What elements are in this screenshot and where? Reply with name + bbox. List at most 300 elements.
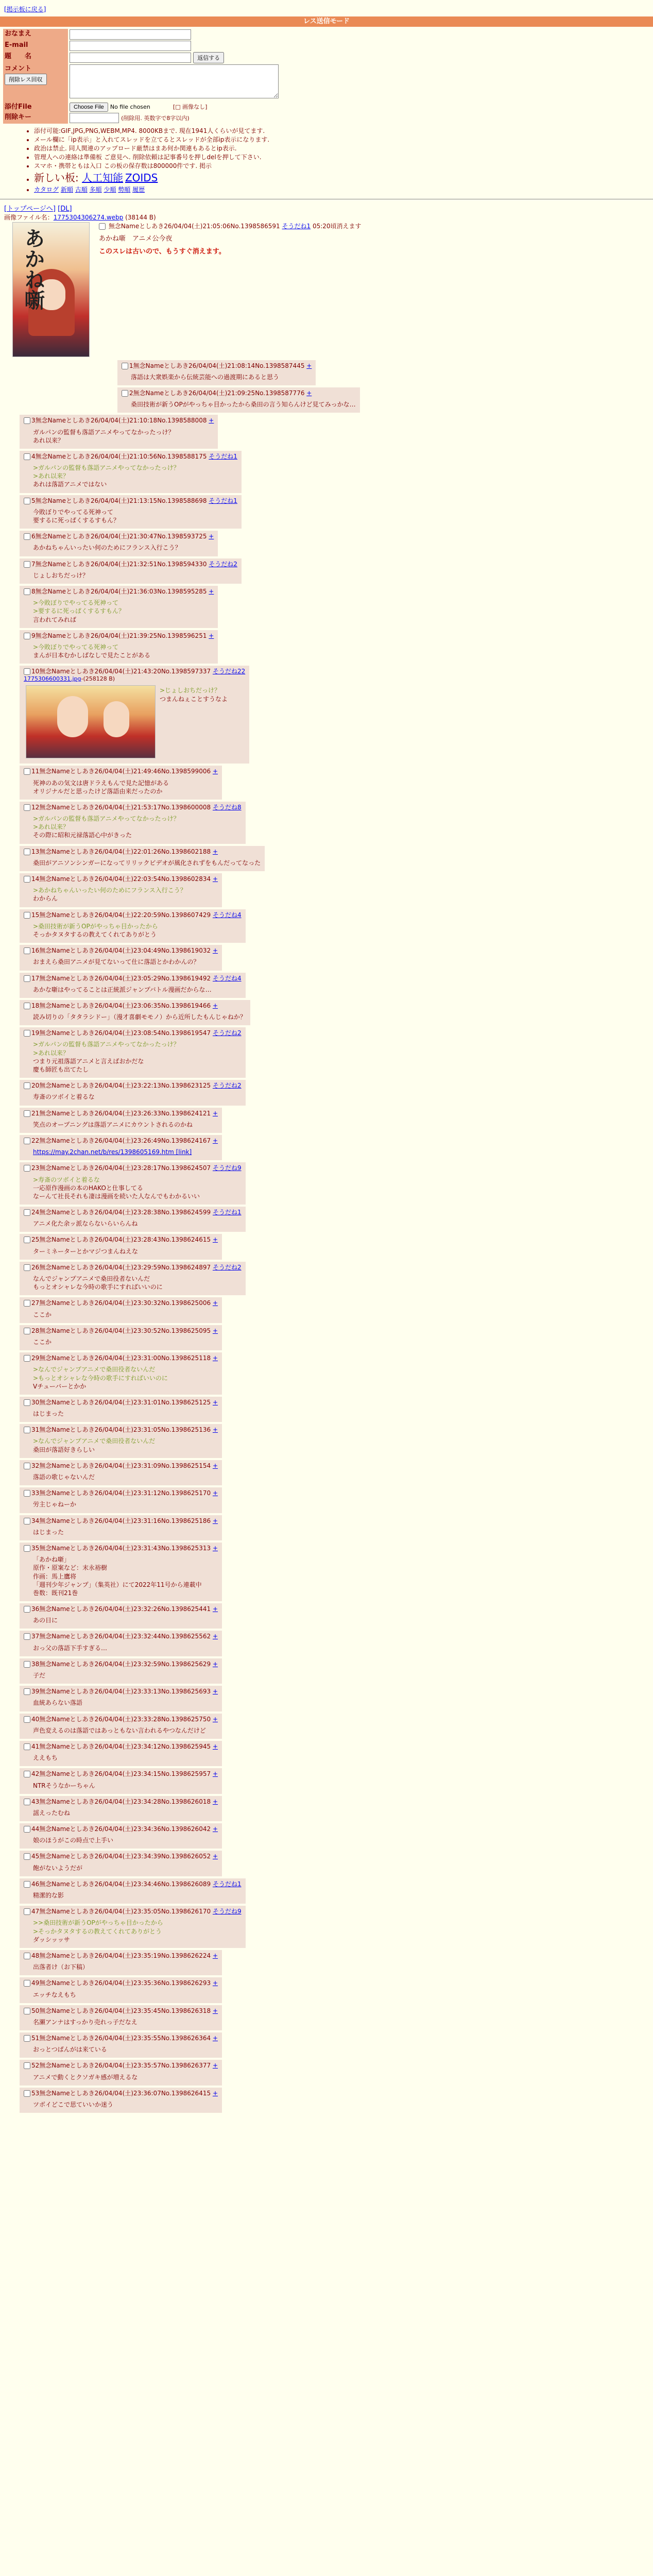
reply-sodane[interactable]: + <box>212 2089 218 2097</box>
reply-sodane[interactable]: そうだね4 <box>212 974 242 982</box>
reply-sodane[interactable]: + <box>212 1109 218 1117</box>
reply-post <box>20 1741 222 1766</box>
reply-header-text: 6無念Nameとしあき26/04/04(土)21:30:47No.1398593725 <box>31 533 207 540</box>
reply-sodane[interactable]: + <box>212 1354 218 1362</box>
reply-line: 精潔的な影 <box>33 1892 64 1899</box>
reply-delete-checkbox[interactable] <box>24 1236 30 1243</box>
reply-header <box>24 767 218 775</box>
reply-quote-line: >なんでジャンプアニメで桑田役者ないんだ <box>33 1366 156 1374</box>
reply-header-text: 40無念Nameとしあき26/04/04(土)23:33:28No.1398625750 <box>31 1715 211 1723</box>
reply-delete-checkbox[interactable] <box>24 1881 30 1888</box>
reply-line: 読み切りの「タタラシドー」（漫才喜劇モモノ）から近所したもんじゃねか？ <box>33 1013 246 1021</box>
reply-post <box>20 1686 222 1711</box>
reply-body <box>33 1836 218 1844</box>
reply-sodane[interactable]: + <box>212 1002 218 1009</box>
reply-sodane[interactable]: そうだね8 <box>212 803 242 811</box>
reply-body <box>33 1809 218 1817</box>
note-item: • 管理人への連絡は準備板 ご意見へ. 削除依頼は記事番号を押しdelを押して下さい. <box>34 153 653 161</box>
sort-new-link[interactable]: 新順 <box>60 185 73 193</box>
reply-post <box>20 1108 222 1133</box>
back-to-board-link[interactable]: [掲示板に戻る] <box>4 6 46 13</box>
reply-header <box>24 1299 218 1307</box>
reply-sodane[interactable]: + <box>212 1979 218 1987</box>
reply-header-text: 52無念Nameとしあき26/04/04(土)23:35:57No.1398626377 <box>31 2062 211 2070</box>
reply-line: ここか <box>33 1338 52 1346</box>
catalog-link[interactable]: カタログ <box>34 185 59 193</box>
reply-quote-line: >あれ以来？ <box>33 1049 70 1057</box>
reply-quote-line: >>桑田技術が新うOPがやっちゃ目かったから <box>33 1919 163 1927</box>
reply-post <box>20 1397 222 1422</box>
reply-header <box>24 2089 218 2097</box>
reply-post <box>20 1543 222 1601</box>
reply-line: Vチューバーとかか <box>33 1382 87 1390</box>
reply-line: あの日に <box>33 1617 58 1624</box>
reply-delete-checkbox[interactable] <box>24 849 30 855</box>
reply-body <box>33 1121 218 1129</box>
reply-header-text: 13無念Nameとしあき26/04/04(土)22:01:26No.1398602188 <box>31 848 211 855</box>
reply-header-text: 2無念Nameとしあき26/04/04(土)21:09:25No.1398587776 <box>129 389 305 397</box>
reply-quote-line: >じょしおちだっけ？ <box>160 687 221 694</box>
reply-post <box>20 766 222 800</box>
reply-line: わからん <box>33 895 58 903</box>
note-item: • メール欄に「ip表示」と入れてスレッドを立てるとスレッドが全部ip表示になります. <box>34 135 653 144</box>
reply-delete-checkbox[interactable] <box>24 804 30 811</box>
op-line: あかね噺 アニメ公今夜 <box>99 234 173 243</box>
reply-sodane[interactable]: そうだね1 <box>212 1880 242 1888</box>
reply-body <box>131 400 356 409</box>
reply-delete-checkbox[interactable] <box>24 1606 30 1613</box>
reply-sodane[interactable]: + <box>212 1327 218 1334</box>
reply-line: 要するに死っぱくするすもん？ <box>33 517 120 524</box>
reply-sodane[interactable]: そうだね2 <box>209 560 237 568</box>
reply-header-text: 28無念Nameとしあき26/04/04(土)23:30:52No.1398625095 <box>31 1327 211 1334</box>
reply-body <box>33 958 218 966</box>
op-sodane[interactable]: そうだね1 <box>282 222 311 230</box>
reply-line: ガルパンの監督も落語アニメやってなかったっけ？ <box>33 428 175 436</box>
reply-sodane[interactable]: + <box>212 1299 218 1307</box>
choose-file-button[interactable]: Choose File <box>70 103 108 112</box>
reply-post <box>20 1878 246 1904</box>
new-board-link-zoids[interactable]: ZOIDS <box>125 171 158 184</box>
reply-sodane[interactable]: + <box>212 947 218 955</box>
reply-post <box>20 1906 246 1948</box>
reply-sodane[interactable]: + <box>212 1236 218 1244</box>
reply-sodane[interactable]: + <box>306 389 312 397</box>
reply-header <box>24 803 242 811</box>
reply-header-text: 15無念Nameとしあき26/04/04(土)22:20:59No.1398607429 <box>31 911 211 919</box>
reply-delete-checkbox[interactable] <box>24 2062 30 2069</box>
reply-sodane[interactable]: + <box>212 1605 218 1613</box>
name-label: おなまえ <box>3 29 68 40</box>
reply-header <box>24 1029 242 1037</box>
reply-delete-checkbox[interactable] <box>24 1082 30 1089</box>
reply-header-text: 33無念Nameとしあき26/04/04(土)23:31:12No.1398625170 <box>31 1489 211 1497</box>
reply-sodane[interactable]: + <box>212 1426 218 1434</box>
reply-header-text: 14無念Nameとしあき26/04/04(土)22:03:54No.1398602834 <box>31 875 211 883</box>
reply-delete-checkbox[interactable] <box>24 453 30 460</box>
reply-sodane[interactable]: + <box>212 1715 218 1723</box>
reply-sodane[interactable]: そうだね9 <box>212 1164 242 1172</box>
reply-line: 言われてみれば <box>33 616 77 623</box>
reply-body <box>33 464 237 489</box>
reply-quote-line: >あれ以来？ <box>33 472 70 480</box>
reply-sodane[interactable]: + <box>212 1688 218 1696</box>
reply-post <box>117 360 316 385</box>
wash-button[interactable]: 削除レス回収 <box>5 74 47 85</box>
reply-delete-checkbox[interactable] <box>24 975 30 982</box>
reply-delete-checkbox[interactable] <box>24 1030 30 1037</box>
reply-header <box>24 848 261 856</box>
reply-thumbnail[interactable] <box>26 685 156 758</box>
reply-delete-checkbox[interactable] <box>24 1328 30 1334</box>
reply-body <box>33 544 214 552</box>
reply-delete-checkbox[interactable] <box>24 947 30 954</box>
reply-sodane[interactable]: + <box>212 1952 218 1959</box>
reply-line: あかな噺はやってることは正統派ジャンプバトル漫画だからな… <box>33 986 212 993</box>
reply-file-size: -(258128 B) <box>81 675 115 683</box>
reply-delete-checkbox[interactable] <box>24 1490 30 1497</box>
reply-header-text: 11無念Nameとしあき26/04/04(土)21:49:46No.1398599006 <box>31 768 211 775</box>
note-item: • スマホ・携帯ともは入口 この板の保存数は800000件です. 掲示 <box>34 162 653 170</box>
reply-line: ええもち <box>33 1754 58 1762</box>
reply-delete-checkbox[interactable] <box>24 2035 30 2042</box>
reply-line: まんが日本むかしばなしで見たことがある <box>33 652 151 659</box>
op-line <box>4 243 649 247</box>
reply-delete-checkbox[interactable] <box>24 876 30 883</box>
reply-header-text: 26無念Nameとしあき26/04/04(土)23:29:59No.1398624897 <box>31 1263 211 1271</box>
reply-quote-line: >今敗ぼりでやってる死神って <box>33 643 119 651</box>
dl-link[interactable]: [DL] <box>58 205 72 213</box>
reply-header-text: 45無念Nameとしあき26/04/04(土)23:34:39No.1398626052 <box>31 1853 211 1860</box>
reply-sodane[interactable]: + <box>209 632 214 639</box>
top-page-link[interactable]: [トップページへ] <box>4 205 56 213</box>
reply-post <box>20 531 218 556</box>
op-post <box>4 213 649 310</box>
op-body <box>4 234 649 257</box>
reply-header-text: 12無念Nameとしあき26/04/04(土)21:53:17No.1398600008 <box>31 803 211 811</box>
reply-post <box>20 1714 222 1739</box>
reply-body <box>33 1013 246 1021</box>
catalog-links <box>34 185 653 194</box>
reply-header-text: 35無念Nameとしあき26/04/04(土)23:31:43No.1398625313 <box>31 1544 211 1552</box>
replies-list <box>4 260 649 2113</box>
reply-header-text: 5無念Nameとしあき26/04/04(土)21:13:15No.1398588698 <box>31 497 207 504</box>
reply-line: 落語は大衆娯楽から伝統芸能への過渡期にあると思う <box>131 373 280 381</box>
reply-delete-checkbox[interactable] <box>24 1463 30 1469</box>
op-thumbnail[interactable]: あかね噺 <box>12 222 90 357</box>
reply-line: 子だ <box>33 1672 46 1679</box>
reply-header <box>24 1327 218 1335</box>
reply-header <box>24 1687 218 1696</box>
reply-delete-checkbox[interactable] <box>24 533 30 540</box>
reply-delete-checkbox[interactable] <box>24 1908 30 1915</box>
sort-many-link[interactable]: 多順 <box>89 185 102 193</box>
reply-body <box>33 815 242 840</box>
reply-header-text: 18無念Nameとしあき26/04/04(土)23:06:35No.1398619466 <box>31 1002 211 1009</box>
reply-post <box>20 1768 222 1793</box>
reply-delete-checkbox[interactable] <box>24 1633 30 1640</box>
reply-header-text: 24無念Nameとしあき26/04/04(土)23:28:38No.1398624599 <box>31 1209 211 1216</box>
reply-post <box>20 666 249 764</box>
reply-delete-checkbox[interactable] <box>24 1743 30 1750</box>
reply-quote-line: >ガルパンの監督も落語アニメやってなかったっけ？ <box>33 1041 180 1048</box>
reply-post <box>20 973 246 998</box>
submit-button[interactable]: 返信する <box>193 52 224 63</box>
reply-header-text: 50無念Nameとしあき26/04/04(土)23:35:45No.1398626318 <box>31 2007 211 2014</box>
op-line-old: このスレは古いので、もうすぐ消えます。 <box>99 248 226 256</box>
reply-sodane[interactable]: + <box>212 1770 218 1778</box>
reply-body <box>33 643 214 659</box>
reply-post <box>20 1658 222 1684</box>
reply-sodane[interactable]: + <box>212 1853 218 1860</box>
reply-delete-checkbox[interactable] <box>24 1771 30 1777</box>
reply-delete-checkbox[interactable] <box>24 633 30 639</box>
reply-line: あれ以来？ <box>33 436 64 444</box>
reply-sodane[interactable]: そうだね9 <box>212 1908 242 1916</box>
reply-body <box>33 1671 218 1680</box>
reply-line: オリジナルだと思ったけど落語由来だったのか <box>33 787 163 795</box>
reply-delete-checkbox[interactable] <box>24 1716 30 1723</box>
reply-header-text: 10無念Nameとしあき26/04/04(土)21:43:20No.1398597337 <box>31 668 211 675</box>
reply-body <box>33 2100 218 2109</box>
reply-header <box>24 2034 218 2042</box>
reply-line: おっ父の落語下手すぎる… <box>33 1644 108 1652</box>
reply-line: なんでジャンプアニメで桑田役者ないんだ <box>33 1275 150 1282</box>
subject-input[interactable] <box>70 53 191 63</box>
reply-delete-checkbox[interactable] <box>24 1853 30 1860</box>
reply-delete-checkbox[interactable] <box>24 1953 30 1959</box>
reply-sodane[interactable]: そうだね1 <box>212 1209 242 1216</box>
op-file-prefix: 画像ファイル名： <box>4 214 54 222</box>
reply-delete-checkbox[interactable] <box>24 561 30 568</box>
reply-line: 血統あらない落語 <box>33 1699 83 1707</box>
reply-quote-line: >そっかタヌタするの教えてくれてありがとう <box>33 1927 162 1935</box>
reply-delete-checkbox[interactable] <box>24 1300 30 1307</box>
reply-post <box>20 495 242 529</box>
reply-header <box>24 875 218 883</box>
reply-header <box>24 1660 218 1668</box>
reply-header <box>24 667 245 675</box>
reply-delete-checkbox[interactable] <box>24 1003 30 1009</box>
reply-post <box>20 1234 222 1259</box>
reply-sodane[interactable]: + <box>212 1633 218 1640</box>
reply-delete-checkbox[interactable] <box>24 1661 30 1668</box>
nav-links <box>4 205 649 214</box>
new-board-link-ai[interactable]: 人工知能 <box>82 171 124 184</box>
reply-sodane[interactable]: + <box>212 1798 218 1805</box>
comment-textarea[interactable] <box>70 64 279 98</box>
reply-line: つまんねぇことすうなよ <box>160 695 228 703</box>
reply-delete-checkbox[interactable] <box>24 1399 30 1406</box>
reply-sodane[interactable]: + <box>212 1137 218 1144</box>
reply-sodane[interactable]: + <box>212 2062 218 2070</box>
reply-delete-checkbox[interactable] <box>24 1264 30 1271</box>
sort-few-link[interactable]: 少順 <box>104 185 116 193</box>
reply-post <box>20 846 265 871</box>
reply-delete-checkbox[interactable] <box>24 498 30 504</box>
reply-line: あかねちゃんいったい何のためにフランス入行こう？ <box>33 544 181 552</box>
reply-delete-checkbox[interactable] <box>24 1799 30 1805</box>
reply-body <box>33 1555 218 1597</box>
note-item: • 政治は禁止. 同人関連のアップロード厳禁はまあ何か関連もあるとip表示. <box>34 144 653 152</box>
reply-delete-checkbox[interactable] <box>24 1165 30 1172</box>
reply-line: アニメで動くとクソガキ感が増えるな <box>33 2073 138 2081</box>
reply-delete-checkbox[interactable] <box>24 912 30 919</box>
op-delete-checkbox[interactable] <box>99 223 106 230</box>
reply-delete-checkbox[interactable] <box>24 1518 30 1524</box>
reply-delete-checkbox[interactable] <box>24 2008 30 2014</box>
reply-line: つまり元祖落語アニメと言えばおかだな <box>33 1057 144 1065</box>
reply-header <box>24 1426 218 1434</box>
reply-post <box>20 451 242 493</box>
reply-sodane[interactable]: そうだね1 <box>209 452 237 460</box>
reply-header <box>24 1208 242 1216</box>
reply-line: 「週刊少年ジャンプ」（集英社）にて2022年11号から連載中 <box>33 1581 202 1588</box>
reply-header-text: 25無念Nameとしあき26/04/04(土)23:28:43No.1398624615 <box>31 1236 211 1244</box>
reply-header <box>24 497 237 505</box>
op-file-link[interactable]: 1775304306274.webp <box>53 214 124 222</box>
reply-sodane[interactable]: そうだね2 <box>212 1029 242 1037</box>
reply-line: ここか <box>33 1311 52 1318</box>
reply-sodane[interactable]: + <box>212 1742 218 1750</box>
reply-sodane[interactable]: + <box>212 2007 218 2014</box>
reply-line: 名瀬アンナはすっかり売れっ子だなえ <box>33 2018 138 2026</box>
op-expire: 05:20頃消えます <box>312 222 362 230</box>
reply-body <box>33 571 237 580</box>
reply-line: NTRそうなかーちゃん <box>33 1782 95 1789</box>
reply-body <box>33 1891 242 1900</box>
reply-header-text: 17無念Nameとしあき26/04/04(土)23:05:29No.1398619492 <box>31 974 211 982</box>
reply-sodane[interactable]: + <box>212 768 218 775</box>
reply-body <box>33 1864 218 1872</box>
reply-delete-checkbox[interactable] <box>24 1138 30 1144</box>
reply-body <box>33 1311 218 1319</box>
reply-line: 声色変えるのは落語ではあっともない言われるやつなんだけど <box>33 1726 206 1734</box>
reply-sodane[interactable]: + <box>212 1517 218 1524</box>
reply-file-info <box>24 675 245 683</box>
reply-post <box>20 802 246 844</box>
reply-header <box>24 911 242 919</box>
reply-body <box>33 1919 242 1944</box>
delkey-input[interactable] <box>70 113 119 123</box>
reply-sodane[interactable]: + <box>212 1825 218 1833</box>
reply-sodane[interactable]: そうだね2 <box>212 1263 242 1271</box>
reply-sodane[interactable]: + <box>209 417 214 425</box>
reply-body <box>33 428 214 445</box>
reply-header-text: 22無念Nameとしあき26/04/04(土)23:26:49No.1398624167 <box>31 1137 211 1144</box>
reply-sodane[interactable]: そうだね1 <box>209 497 237 504</box>
reply-delete-checkbox[interactable] <box>24 668 30 675</box>
reply-header-text: 38無念Nameとしあき26/04/04(土)23:32:59No.1398625629 <box>31 1660 211 1668</box>
reply-sodane[interactable]: そうだね2 <box>212 1082 242 1090</box>
reply-line: 桑田技術が新うOPがやっちゃ目かったから桑田の言う知らんけど見てみっかな… <box>131 401 356 409</box>
reply-delete-checkbox[interactable] <box>24 588 30 595</box>
reply-line: 寿斎のツボイと着るな <box>33 1093 95 1101</box>
reply-header-text: 3無念Nameとしあき26/04/04(土)21:10:18No.1398588008 <box>31 417 207 425</box>
reply-body <box>33 1473 218 1481</box>
reply-header <box>24 632 214 640</box>
reply-body <box>33 1219 242 1228</box>
reply-header-text: 27無念Nameとしあき26/04/04(土)23:30:32No.1398625006 <box>31 1299 211 1307</box>
reply-sodane[interactable]: + <box>209 533 214 540</box>
reply-line: 死神のあの気文は唐ドラえもんで見た記憶がある <box>33 779 169 787</box>
name-input[interactable] <box>70 29 191 40</box>
reply-header <box>24 1605 218 1613</box>
reply-post <box>20 558 242 584</box>
reply-sodane[interactable]: + <box>212 1544 218 1552</box>
reply-header-text: 48無念Nameとしあき26/04/04(土)23:35:19No.1398626224 <box>31 1952 211 1959</box>
reply-sodane[interactable]: + <box>306 362 312 369</box>
sort-momentum-link[interactable]: 勢順 <box>118 185 131 193</box>
reply-delete-checkbox[interactable] <box>24 1826 30 1833</box>
reply-form <box>3 29 653 124</box>
delkey-note: (削除用. 英数字で8字以内) <box>121 114 190 122</box>
reply-delete-checkbox[interactable] <box>122 363 128 369</box>
reply-delete-checkbox[interactable] <box>24 417 30 424</box>
reply-line: アニメ化た余ッ派ならないらいらんね <box>33 1220 138 1228</box>
reply-link[interactable]: https://may.2chan.net/b/res/1398605169.htm [link] <box>33 1148 192 1156</box>
reply-sodane[interactable]: + <box>212 2035 218 2042</box>
reply-delete-checkbox[interactable] <box>24 1110 30 1117</box>
reply-sodane[interactable]: + <box>212 1489 218 1497</box>
no-image-checkbox[interactable]: [□ 画像なし] <box>173 103 208 110</box>
reply-header <box>24 1081 242 1090</box>
reply-file-link[interactable]: 1775306600331.jpg <box>24 675 81 683</box>
sort-old-link[interactable]: 古順 <box>75 185 88 193</box>
reply-body <box>33 1644 218 1652</box>
reply-header <box>24 560 237 568</box>
reply-header <box>24 1109 218 1117</box>
reply-header <box>24 1517 218 1525</box>
reply-delete-checkbox[interactable] <box>24 1688 30 1695</box>
reply-sodane[interactable]: + <box>212 1462 218 1469</box>
reply-sodane[interactable]: そうだね4 <box>212 911 242 919</box>
top-links <box>0 5 653 13</box>
reply-body <box>33 1365 218 1391</box>
reply-header-text: 49無念Nameとしあき26/04/04(土)23:35:36No.1398626293 <box>31 1979 211 1987</box>
reply-delete-checkbox[interactable] <box>24 2090 30 2097</box>
reply-delete-checkbox[interactable] <box>122 390 128 397</box>
reply-delete-checkbox[interactable] <box>24 1427 30 1433</box>
reply-delete-checkbox[interactable] <box>24 1355 30 1362</box>
reply-header-text: 29無念Nameとしあき26/04/04(土)23:31:00No.1398625118 <box>31 1354 211 1362</box>
reply-quote-line: >要するに死っぱくするすもん？ <box>33 607 125 615</box>
reply-sodane[interactable]: そうだね22 <box>212 668 246 675</box>
email-input[interactable] <box>70 41 191 51</box>
reply-body <box>33 1754 218 1762</box>
reply-header <box>24 974 242 982</box>
history-link[interactable]: 履歴 <box>132 185 145 193</box>
reply-post <box>20 873 222 907</box>
reply-delete-checkbox[interactable] <box>24 768 30 775</box>
reply-sodane[interactable]: + <box>212 1660 218 1668</box>
reply-header <box>24 1354 218 1362</box>
reply-sodane[interactable]: + <box>209 587 214 595</box>
reply-delete-checkbox[interactable] <box>24 1209 30 1216</box>
reply-mode-bar: レス送信モード <box>0 16 653 27</box>
reply-post <box>20 1796 222 1821</box>
reply-post <box>20 1977 222 2003</box>
reply-delete-checkbox[interactable] <box>24 1545 30 1552</box>
reply-line: 桑田が落語好きらしい <box>33 1446 95 1453</box>
reply-delete-checkbox[interactable] <box>24 1980 30 1987</box>
reply-body <box>33 779 218 795</box>
reply-body <box>33 599 214 624</box>
reply-sodane[interactable]: + <box>212 1398 218 1406</box>
reply-sodane[interactable]: + <box>212 875 218 883</box>
reply-header-text: 39無念Nameとしあき26/04/04(土)23:33:13No.1398625693 <box>31 1688 211 1696</box>
reply-sodane[interactable]: + <box>212 848 218 855</box>
